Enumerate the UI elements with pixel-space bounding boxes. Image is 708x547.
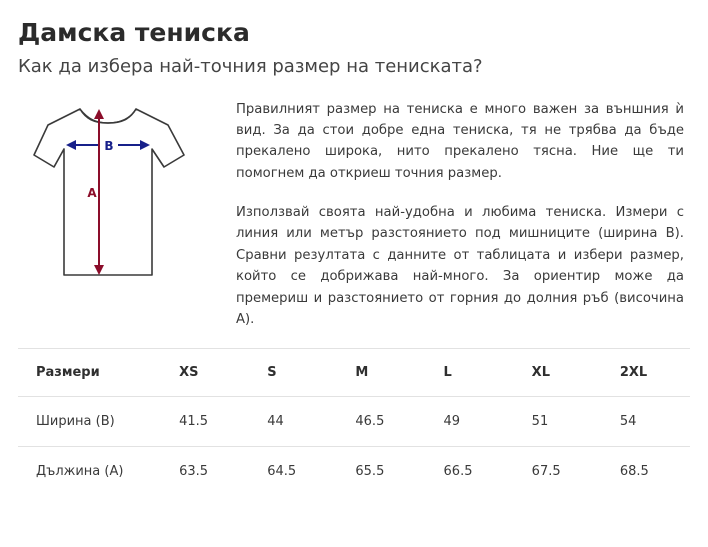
size-table (18, 348, 690, 496)
width-xl: 51 (514, 397, 602, 447)
tshirt-diagram (18, 97, 218, 292)
height-label: A (87, 185, 97, 200)
length-xl: 67.5 (514, 447, 602, 497)
table-row (18, 447, 690, 497)
length-m: 65.5 (337, 447, 425, 497)
row-label-width: Ширина (B) (18, 397, 161, 447)
paragraph-1: Правилният размер на тениска е много важен за външния ѝ вид. За да стои добре една тениска, тя не трябва да бъде прекалено широка, нито прекалено тясна. Ние ще ти помогнем да откриеш точния размер. (236, 101, 684, 181)
intro-text (218, 97, 690, 331)
column-header-l: L (426, 349, 514, 397)
column-header-xl: XL (514, 349, 602, 397)
size-guide-page (0, 18, 708, 547)
width-s: 44 (249, 397, 337, 447)
column-header-m: M (337, 349, 425, 397)
size-table-body (18, 397, 690, 497)
page-subtitle: Как да избера най-точния размер на тениската? (18, 56, 483, 77)
table-row (18, 397, 690, 447)
length-2xl: 68.5 (602, 447, 690, 497)
tshirt-illustration-svg (18, 97, 218, 292)
size-table-head (18, 349, 690, 397)
tshirt-outline (34, 109, 184, 275)
table-header-row (18, 349, 690, 397)
column-header-2xl: 2XL (602, 349, 690, 397)
width-label: B (104, 138, 114, 153)
paragraph-2: Използвай своята най-удобна и любима тениска. Измери с линия или метър разстоянието под мишниците (ширина B). Сравни резултата с данните от таблицата и избери размер, който се добрижава най-много. За ориентир може да премериш и разстоянието от горния до долния ръб (височина A). (236, 205, 684, 327)
length-l: 66.5 (426, 447, 514, 497)
width-m: 46.5 (337, 397, 425, 447)
width-xs: 41.5 (161, 397, 249, 447)
width-2xl: 54 (602, 397, 690, 447)
column-header-sizes: Размери (18, 349, 161, 397)
length-s: 64.5 (249, 447, 337, 497)
width-l: 49 (426, 397, 514, 447)
page-title: Дамска тениска (18, 18, 250, 47)
column-header-xs: XS (161, 349, 249, 397)
length-xs: 63.5 (161, 447, 249, 497)
row-label-length: Дължина (A) (18, 447, 161, 497)
intro-section (18, 97, 690, 331)
column-header-s: S (249, 349, 337, 397)
